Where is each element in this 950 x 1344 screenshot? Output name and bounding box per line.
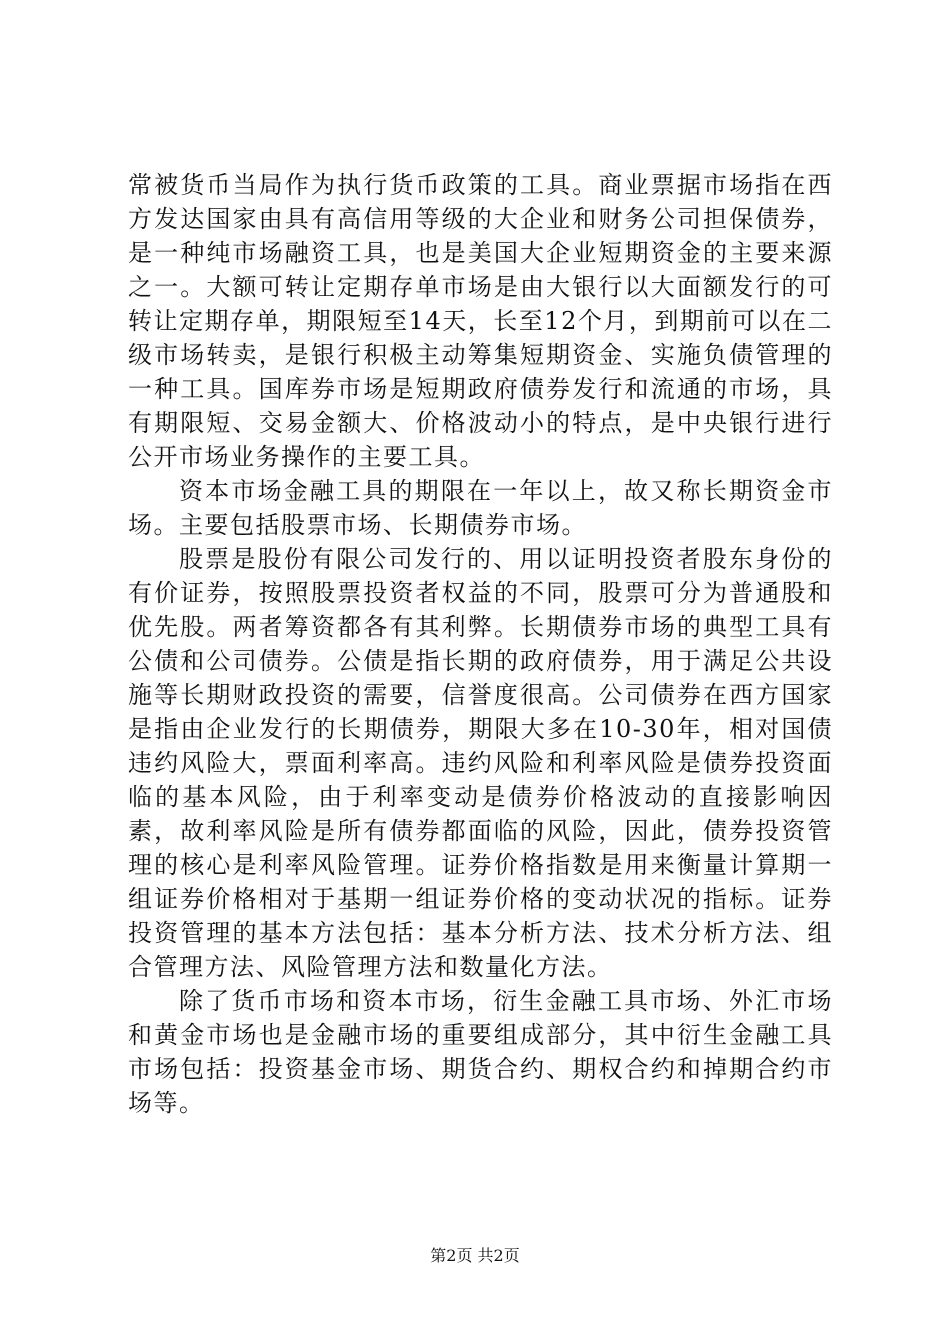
document-body [128,168,833,1120]
paragraph-stocks-bonds: 股票是股份有限公司发行的、用以证明投资者股东身份的有价证券，按照股票投资者权益的不同，股票可分为普通股和优先股。两者筹资都各有其利弊。长期债券市场的典型工具有公债和公司债券。公债是指长期的政府债券，用于满足公共设施等长期财政投资的需要，信誉度很高。公司债券在西方国家是指由企业发行的长期债券，期限大多在10-30年，相对国债违约风险大，票面利率高。违约风险和利率风险是债券投资面临的基本风险，由于利率变动是债券价格波动的直接影响因素，故利率风险是所有债券都面临的风险，因此，债券投资管理的核心是利率风险管理。证券价格指数是用来衡量计算期一组证券价格相对于基期一组证券价格的变动状况的指标。证券投资管理的基本方法包括：基本分析方法、技术分析方法、组合管理方法、风险管理方法和数量化方法。 [128,545,833,981]
page-footer: 第2页 共2页 [430,1246,520,1265]
paragraph-derivatives: 除了货币市场和资本市场，衍生金融工具市场、外汇市场和黄金市场也是金融市场的重要组成部分，其中衍生金融工具市场包括：投资基金市场、期货合约、期权合约和掉期合约市场等。 [128,987,833,1117]
paragraph-continued: 常被货币当局作为执行货币政策的工具。商业票据市场指在西方发达国家由具有高信用等级的大企业和财务公司担保债券，是一种纯市场融资工具，也是美国大企业短期资金的主要来源之一。大额可转让定期存单市场是由大银行以大面额发行的可转让定期存单，期限短至14天，长至12个月，到期前可以在二级市场转卖，是银行积极主动筹集短期资金、实施负债管理的一种工具。国库券市场是短期政府债券发行和流通的市场，具有期限短、交易金额大、价格波动小的特点，是中央银行进行公开市场业务操作的主要工具。 [128,171,833,471]
paragraph-capital-market: 资本市场金融工具的期限在一年以上，故又称长期资金市场。主要包括股票市场、长期债券市场。 [128,477,833,539]
